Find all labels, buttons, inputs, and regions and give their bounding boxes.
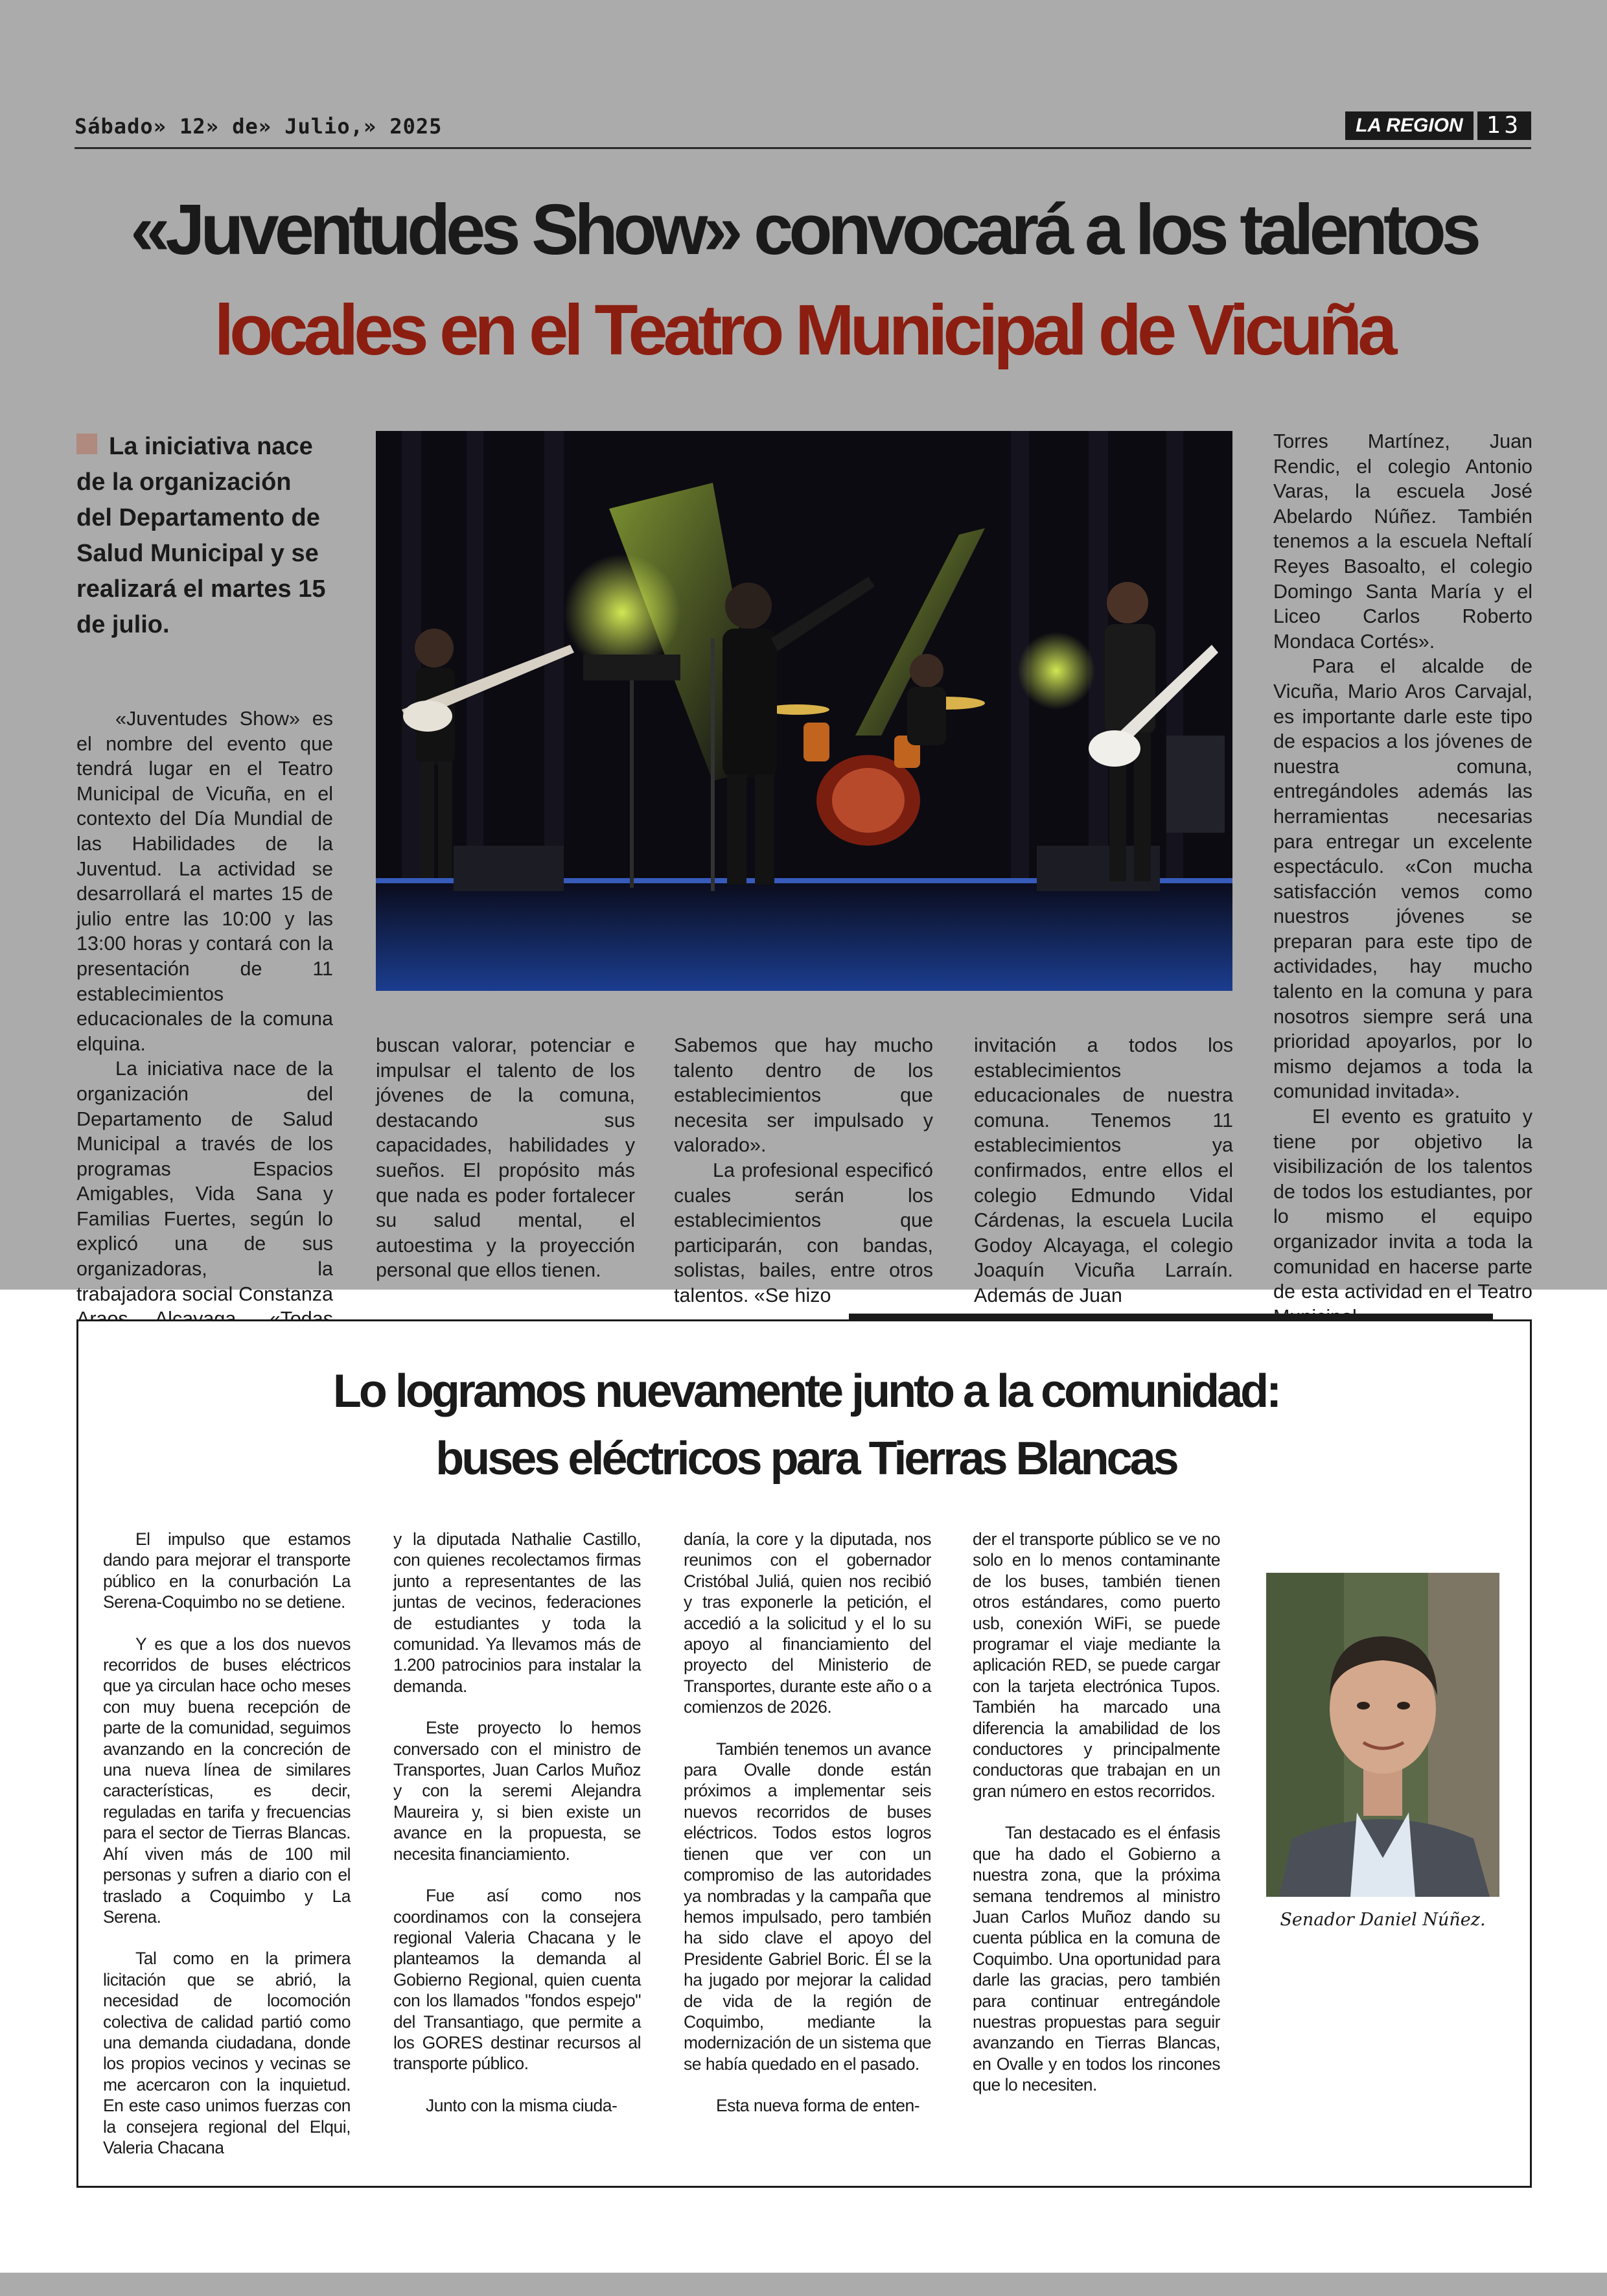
box-column-2 bbox=[393, 1529, 641, 2137]
photo-caption: Senador Daniel Núñez. bbox=[1280, 1910, 1486, 1930]
paragraph: El evento es gratuito y tiene por objetivo la visibilización de los talentos de todos los estudiantes, por lo mismo el equipo organizador invita a toda la comunidad en hacerse parte de esta actividad en el Teatro bbox=[1273, 1106, 1532, 1303]
paragraph: Fue así como nos coordinamos con la consejera regional Valeria Chacana y le planteamos la demanda al Gobierno Regional, quien cuenta con los llamados "fondos espejo" del Transantiago, que permite a los GORES destinar recursos al transporte público. bbox=[393, 1886, 641, 2074]
article-column-4 bbox=[974, 1033, 1233, 1308]
paragraph: y la diputada Nathalie Castillo, con quienes recolectamos firmas junto a representantes de las juntas de vecinos, federaciones de estudiantes y toda la comunidad. Ya llevamos más de 1.200 patrocinios para instalar la demanda. bbox=[393, 1529, 641, 1696]
deck-text: La iniciativa nace de la organización del Departamento de Salud Municipal y se realizará el martes 15 de julio. bbox=[76, 433, 326, 638]
box-headline-line-1: Lo logramos nuevamente junto a la comunidad: bbox=[332, 1365, 1280, 1417]
box-column-4 bbox=[973, 1529, 1220, 2116]
paragraph: Esta nueva forma de enten- bbox=[716, 2096, 920, 2116]
paragraph: La profesional especificó cuales serán los establecimientos que participarán, con bandas, solistas, bailes, entre otros talentos. «Se hizo bbox=[674, 1159, 933, 1306]
box-headline-line-2: buses eléctricos para Tierras Blancas bbox=[435, 1433, 1177, 1485]
masthead bbox=[1345, 110, 1531, 141]
article-column-5 bbox=[1273, 429, 1532, 1329]
masthead-logo: LA REGION bbox=[1345, 111, 1474, 140]
paragraph: Torres Martínez, Juan Rendic, el colegio Antonio Varas, la escuela José Abelardo Núñez. También tenemos a la escuela Neftalí Reyes Basoalto, el colegio Domingo Santa María y el Liceo Carlos Roberto Mondaca Cortés». bbox=[1273, 430, 1532, 653]
paragraph: Tan destacado es el énfasis que ha dado el Gobierno a nuestra zona, que la próxima semana tendremos al ministro Juan Carlos Muñoz dando su cuenta pública en la comuna de Coquimbo. Una oportunidad para darle las gracias, pero también para continuar entregándole nuestras propuestas para seguir avanzando en Tierras Blancas, en Ovalle y en todos los rincones que lo necesiten. bbox=[973, 1823, 1220, 2095]
paragraph: danía, la core y la diputada, nos reunimos con el gobernador Cristóbal Juliá, quien nos recibió y tras exponerle la petición, el accedió a la solicitud y el lo su apoyo al financiamiento del proyecto del Ministerio de Transportes, durante este año o a comienzos de 2026. bbox=[684, 1529, 931, 1717]
headline-line-1: «Juventudes Show» convocará a los talentos bbox=[130, 190, 1477, 270]
band-on-stage-image bbox=[376, 431, 1232, 991]
paragraph: Para el alcalde de Vicuña, Mario Aros Carvajal, es importante darle este tipo de espacios a los jóvenes de nuestra comuna, entregándoles además las herramientas necesarias para entregar un excelente espectáculo. «Con mucha satisfacción vemos como nuestros jóvenes se preparan para este tipo de actividades, hay mucho talento en la comuna y para nosotros siempre será una prioridad apoyarlos, por lo mismo dejamos a toda la comunidad invitada». bbox=[1273, 655, 1532, 1103]
concert-photo bbox=[376, 431, 1232, 991]
paragraph: Y es que a los dos nuevos recorridos de buses eléctricos que ya circulan hace ocho meses con muy buena recepción de parte de la comunidad, seguimos avanzando en la concreción de una nueva línea de similares características, es decir, reguladas en tarifa y frecuencias para el sector de Tierras Blancas. Ahí viven más de 100 mil personas y sufren a diario con el traslado a Coquimbo y La Serena. bbox=[103, 1634, 351, 1927]
deck-marker-icon bbox=[76, 434, 97, 454]
senator-image bbox=[1266, 1573, 1499, 1897]
bottom-strip bbox=[0, 2273, 1607, 2296]
paragraph: buscan valorar, potenciar e impulsar el talento de los jóvenes de la comuna, destacando sus capacidades, habilidades y sueños. El propósito más que nada es poder fortalecer su salud mental, el autoestima y la proyección personal que ellos tienen. bbox=[376, 1034, 635, 1282]
paragraph: Este proyecto lo hemos conversado con el ministro de Transportes, Juan Carlos Muñoz y con la seremi Alejandra Maureira y, si bien existe un avance en la propuesta, se necesita financiamiento. bbox=[393, 1718, 641, 1864]
page-number: 13 bbox=[1477, 111, 1531, 140]
box-column-3 bbox=[684, 1529, 931, 2137]
article-column-3 bbox=[674, 1033, 933, 1308]
paragraph: El impulso que estamos dando para mejorar el transporte público en la conurbación La Serena-Coquimbo no se detiene. bbox=[103, 1529, 351, 1612]
paragraph: La iniciativa nace de la organización del Departamento de Salud Municipal a través de los programas Espacios Amigables, Vida Sana y Familias Fuertes, según lo explicó una de sus organizadoras, la trabajadora social Constanza bbox=[76, 1058, 333, 1305]
senator-portrait bbox=[1266, 1573, 1499, 1897]
paragraph: Tal como en la primera licitación que se abrió, la necesidad de locomoción colectiva de calidad partió como una demanda ciudadana, donde los propios vecinos y vecinas se me acercaron con la inquietud. En este caso unimos fuerzas con la consejera regional del Elqui, Valeria Chacana bbox=[103, 1949, 351, 2157]
article-column-1 bbox=[76, 706, 333, 1356]
paragraph: «Juventudes Show» es el nombre del evento que tendrá lugar en el Teatro Municipal de Vicuña, en el contexto del Día Mundial de las Habilidades de la Juventud. La actividad se desarrollará el martes 15 de julio entre las 10:00 y las 13:00 horas y contará con la presentación de 11 establecimientos educacionales de la comuna elquina. bbox=[76, 708, 333, 1055]
article-column-2 bbox=[376, 1033, 635, 1283]
paragraph: invitación a todos los establecimientos educacionales de nuestra comuna. Tenemos 11 establecimientos ya confirmados, entre ellos el colegio Edmundo Vidal Cárdenas, la escuela Lucila Godoy Alcayaga, el colegio Joaquín Vicuña Larraín. Además de Juan bbox=[974, 1034, 1233, 1306]
page-date: Sábado» 12» de» Julio,» 2025 bbox=[75, 114, 443, 139]
paragraph: Junto con la misma ciuda- bbox=[426, 2095, 618, 2115]
box-column-1 bbox=[103, 1529, 351, 2179]
paragraph: También tenemos un avance para Ovalle donde están próximos a implementar seis nuevos recorridos de buses eléctricos. Todos estos logros tienen que ver con un compromiso de las autoridades ya nombradas y la campaña que hemos impulsado, pero también ha sido clave el apoyo del Presidente Gabriel Boric. Él se la ha jugado por mejorar la calidad de vida de la región de Coquimbo, mediante la modernización de un sistema que se había quedado en el pasado. bbox=[684, 1739, 931, 2074]
page-header bbox=[75, 110, 1531, 149]
opinion-box bbox=[76, 1319, 1532, 2188]
paragraph: Sabemos que hay mucho talento dentro de los establecimientos que necesita ser impulsado y valorado». bbox=[674, 1034, 933, 1157]
paragraph: der el transporte público se ve no solo en lo menos contaminante de los buses, también tienen otros estándares, como puerto usb, conexión WiFi, se puede programar el viaje mediante la aplicación RED, se puede cargar con la tarjeta electrónica Tupos. También ha marcado una diferencia la amabilidad de los conductores y principalmente conductoras que trabajan en un gran número en estos recorridos. bbox=[973, 1529, 1220, 1801]
headline-line-2: locales en el Teatro Municipal de Vicuña bbox=[214, 290, 1393, 370]
article-deck bbox=[76, 429, 329, 643]
